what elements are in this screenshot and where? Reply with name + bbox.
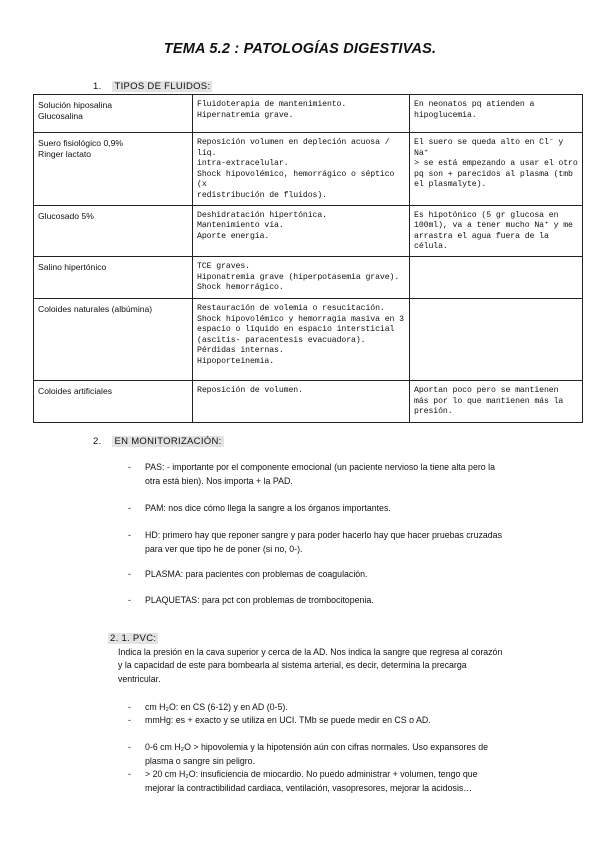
table-cell [410,205,583,256]
list-item: - PAS: - importante por el componente emocional (un paciente nervioso la tiene alta pero la otra está bien). Nos importa + la PAD. [128,462,495,486]
table-cell [34,205,193,256]
list-item: - PLASMA: para pacientes con problemas de coagulación. [128,569,368,579]
table-row [34,133,583,206]
cell-text: Reposición de volumen. [197,385,303,395]
cell-text: (ascitis- paracentesis evacuadora). [197,335,366,345]
list-item: - cm H₂O: en CS (6-12) y en AD (0-5). [128,702,288,712]
cell-text: Mantenimiento vía. [197,221,284,231]
cell-text: Hipernatremia grave. [197,110,294,120]
cell-text: arrastra el agua fuera de la célula. [414,231,549,252]
table-cell [410,133,583,206]
cell-text: Suero fisiológico 0,9% [38,138,124,148]
table-row [34,205,583,256]
cell-text: Pérdidas internas. [197,346,284,356]
table-cell [193,95,410,133]
cell-text: Aportan poco pero se mantienen [414,385,559,395]
page-title: TEMA 5.2 : PATOLOGÍAS DIGESTIVAS. [163,41,437,57]
cell-text: Shock hipovolémico, hemorrágico o séptico (x [197,169,395,190]
cell-text: Coloides artificiales [38,385,113,396]
cell-text: Hiponatremia grave (hiperpotasemia grave). [197,272,400,282]
list-item: - > 20 cm H₂O: insuficiencia de miocardio. No puedo administrar + volumen, tengo que mejorar la contractibilidad cardiaca, ventilación, vasopresores, mejorar la acidosis… [128,769,478,793]
cell-text: Fluidoterapia de mantenimiento. [197,100,347,109]
cell-text: el plasmalyte). [414,180,487,190]
table-cell [193,205,410,256]
cell-text: Glucosalina [38,110,83,121]
section-2-number: 2. [93,436,102,447]
table-cell [34,133,193,206]
cell-text: Shock hipovolémico y hemorragia masiva en 3 [197,314,404,324]
section-2-heading [93,436,224,447]
cell-text: intra-extracelular. [197,159,289,169]
section-2-1-heading [108,633,158,644]
cell-text: TCE graves. [197,261,250,271]
table-cell [34,380,193,422]
table-cell [34,298,193,380]
fluids-table [33,94,583,423]
cell-text: El suero se queda alto en Cl⁻ y Na⁺ [414,138,564,158]
list-item: - PLAQUETAS: para pct con problemas de trombocitopenia. [128,595,374,605]
section-1-heading [93,81,212,92]
cell-text: 100ml), va a tener mucho Na⁺ y me [414,221,573,231]
list-item: - 0-6 cm H₂O > hipovolemia y la hipotensión aún con cifras normales. Uso expansores de plasma o sangre sin peligro. [128,742,489,766]
table-cell [410,380,583,422]
table-cell [193,298,410,380]
cell-text: Deshidratación hipertónica. [197,210,327,220]
table-cell [34,95,193,133]
cell-text: pq son + parecidos al plasma (tmb [414,169,573,179]
section-1-title: TIPOS DE FLUIDOS: [114,81,211,92]
table-cell [410,95,583,133]
cell-text: redistribución de fluidos). [197,190,327,200]
pvc-intro: Indica la presión en la cava superior y cerca de la AD. Nos indica la sangre que regresa al corazón y la capacidad de este para bombearla al sistema arterial, es decir, determina la precarga ventricular. [118,647,503,684]
cell-text: Shock hemorrágico. [197,283,284,293]
cell-text: Coloides naturales (albúmina) [38,303,153,314]
cell-text: > se está empezando a usar el otro [414,159,578,169]
cell-text: espacio o líquido en espacio intersticial [197,325,395,335]
list-item: - PAM: nos dice cómo llega la sangre a los órganos importantes. [128,503,391,513]
table-cell [193,133,410,206]
table-cell [193,380,410,422]
table-cell [34,256,193,298]
cell-text: Ringer lactato [38,148,92,159]
table-cell [193,256,410,298]
table-row [34,298,583,380]
cell-text: más por lo que mantienen más la [414,396,564,406]
cell-text: presión. [414,407,453,417]
cell-text: Salino hipertónico [38,261,107,272]
cell-text: Aporte energía. [197,231,270,241]
table-row [34,380,583,422]
section-1-number: 1. [93,81,102,92]
table-row [34,256,583,298]
list-item: - mmHg: es + exacto y se utiliza en UCI. TMb se puede medir en CS o AD. [128,715,431,725]
table-cell [410,298,583,380]
cell-text: hipoglucemia. [414,110,477,120]
cell-text: Glucosado 5% [38,210,94,221]
cell-text: En neonatos pq atienden a [414,100,535,109]
list-item: - HD: primero hay que reponer sangre y para poder hacerlo hay que hacer pruebas cruzadas para ver que tipo he de poner (si no, 0-). [128,530,502,554]
section-2-1-title: 2. 1. PVC: [110,633,157,644]
cell-text: Solución hiposalina [38,100,113,110]
cell-text: Restauración de volemia o resucitación. [197,303,385,313]
cell-text: Es hipotónico (5 gr glucosa en [414,210,559,220]
section-2-title: EN MONITORIZACIÓN: [114,436,222,447]
cell-text: Reposición volumen en depleción acuosa / líq. [197,138,390,158]
table-cell [410,256,583,298]
table-row [34,95,583,133]
cell-text: Hipoporteinemia. [197,356,275,366]
